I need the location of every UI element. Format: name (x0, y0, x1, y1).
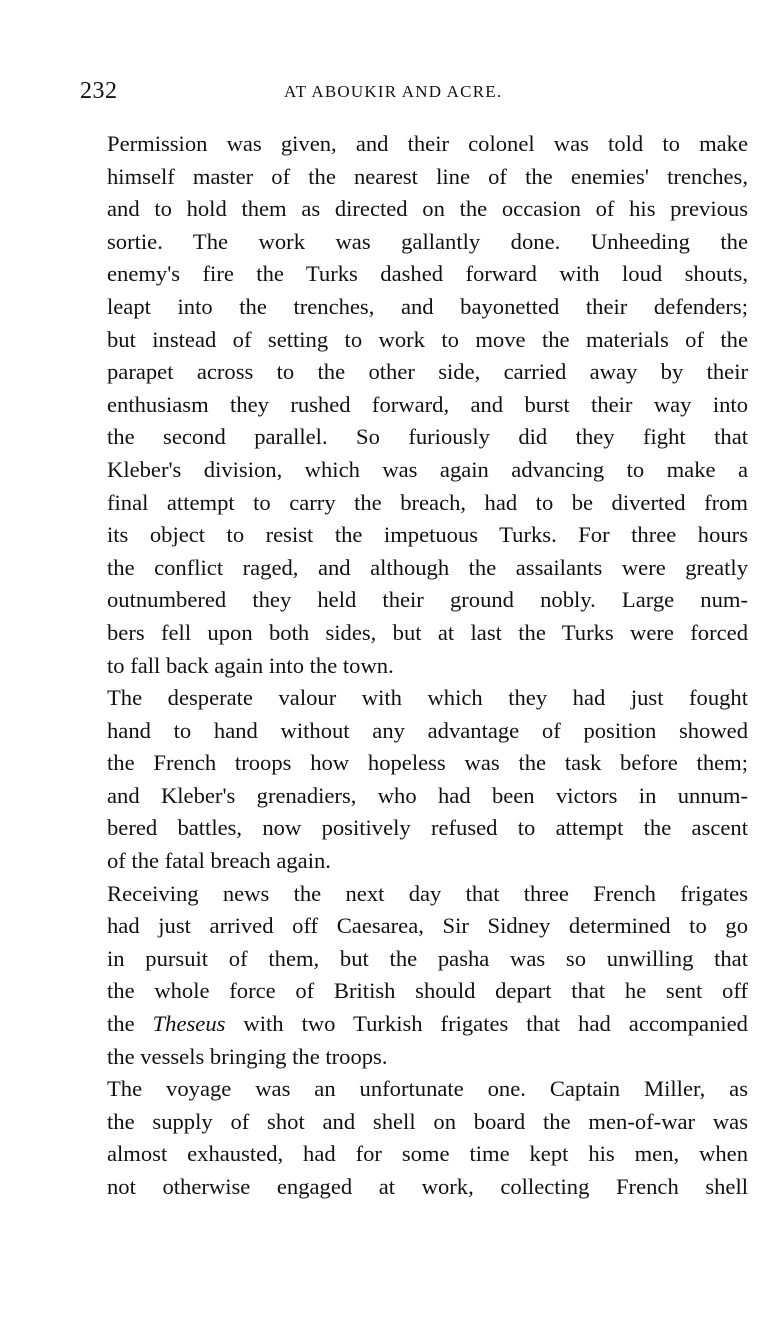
text-line: not otherwise engaged at work, collecting French shell (107, 1174, 748, 1199)
paragraph (80, 1073, 748, 1203)
text-fragment: with two Turkish frigates that had accompanied (225, 1011, 748, 1037)
text-line: had just arrived off Caesarea, Sir Sidney determined to go (107, 913, 748, 939)
text-line: sortie. The work was gallantly done. Unheeding the (107, 228, 748, 254)
text-line: its object to resist the impetuous Turks. For three hours (107, 522, 748, 548)
paragraph (80, 878, 748, 1074)
text-line: The desperate valour with which they had just fought (107, 685, 748, 711)
body-text (80, 128, 748, 1204)
text-fragment: the (107, 1011, 153, 1037)
text-line: of the fatal breach again. (107, 848, 331, 874)
text-line: the vessels bringing the troops. (107, 1043, 388, 1069)
text-line: but instead of setting to work to move the materials of the (107, 326, 748, 352)
text-line: almost exhausted, had for some time kept his men, when (107, 1141, 748, 1167)
text-line: bered battles, now positively refused to attempt the ascent (107, 815, 748, 841)
text-line: hand to hand without any advantage of position showed (107, 717, 748, 743)
paragraph (80, 128, 748, 682)
text-line: bers fell upon both sides, but at last the Turks were forced (107, 619, 748, 645)
text-line: the second parallel. So furiously did they fight that (107, 424, 748, 450)
page-header (80, 78, 748, 112)
text-line: himself master of the nearest line of the enemies' trenches, (107, 163, 748, 189)
running-head: AT ABOUKIR AND ACRE. (284, 82, 503, 101)
paragraph (80, 682, 748, 878)
text-line: the whole force of British should depart that he sent off (107, 978, 748, 1004)
page-number: 232 (80, 78, 118, 104)
text-line: The voyage was an unfortunate one. Captain Miller, as (107, 1076, 748, 1102)
text-line: Receiving news the next day that three French frigates (107, 880, 748, 906)
text-line: in pursuit of them, but the pasha was so unwilling that (107, 945, 748, 971)
text-line: and Kleber's grenadiers, who had been victors in unnum- (107, 782, 748, 808)
text-line: Kleber's division, which was again advancing to make a (107, 456, 748, 482)
text-line: the French troops how hopeless was the task before them; (107, 750, 748, 776)
text-line: leapt into the trenches, and bayonetted their defenders; (107, 293, 748, 319)
text-line: the conflict raged, and although the assailants were greatly (107, 554, 748, 580)
text-line: enthusiasm they rushed forward, and burst their way into (107, 391, 748, 417)
text-line: parapet across to the other side, carried away by their (107, 359, 748, 385)
text-line-with-ship-name (80, 1008, 748, 1041)
text-line: to fall back again into the town. (107, 652, 394, 678)
text-line: the supply of shot and shell on board the men-of-war was (107, 1108, 748, 1134)
book-page (80, 78, 748, 1204)
text-line: outnumbered they held their ground nobly. Large num- (107, 587, 748, 613)
text-line: enemy's fire the Turks dashed forward with loud shouts, (107, 261, 748, 287)
text-line: Permission was given, and their colonel was told to make (107, 131, 748, 156)
ship-name: Theseus (152, 1011, 226, 1037)
text-line: final attempt to carry the breach, had to be diverted from (107, 489, 748, 515)
text-line: and to hold them as directed on the occasion of his previous (107, 196, 748, 222)
